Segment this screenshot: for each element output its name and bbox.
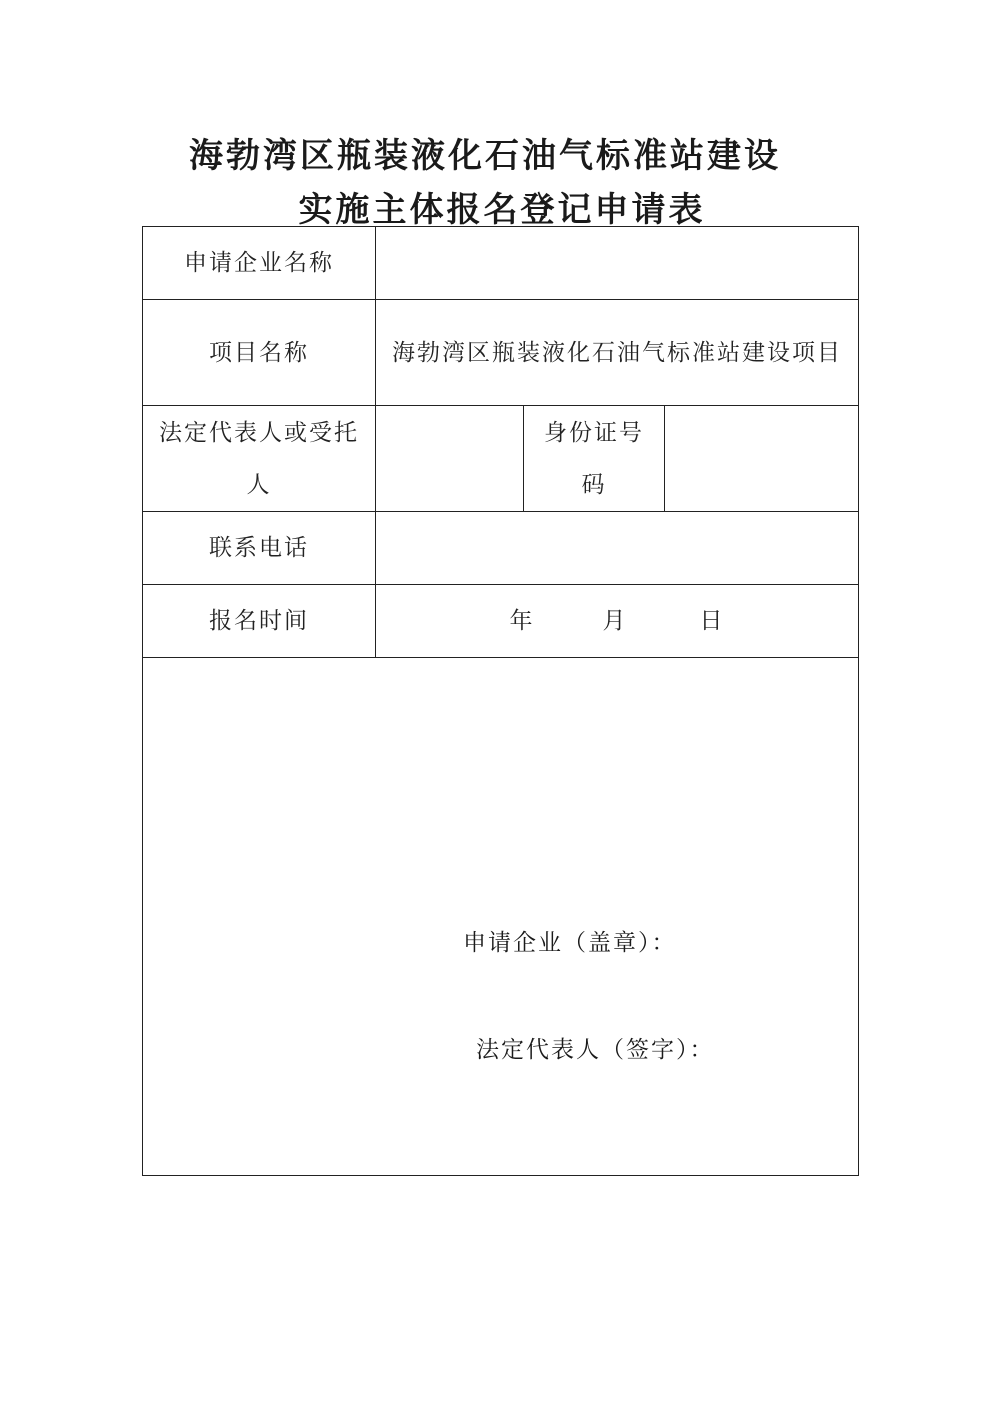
- document-title-line1: 海勃湾区瓶装液化石油气标准站建设: [189, 136, 781, 176]
- row-legal-rep: [143, 406, 859, 512]
- signature-area: [143, 658, 859, 1176]
- registration-form-table: [142, 226, 859, 1176]
- date-year-unit: 年: [509, 608, 535, 634]
- registration-time-label: 报名时间: [143, 585, 376, 658]
- row-project-name: [143, 300, 859, 406]
- row-phone: [143, 512, 859, 585]
- legal-rep-label: 法定代表人或受托人: [143, 406, 376, 512]
- id-number-field[interactable]: [665, 406, 859, 512]
- registration-date-field[interactable]: [376, 585, 859, 658]
- phone-label: 联系电话: [143, 512, 376, 585]
- company-name-label: 申请企业名称: [143, 227, 376, 300]
- legal-rep-signature-label: 法定代表人（签字）：: [476, 1037, 715, 1063]
- legal-rep-field[interactable]: [376, 406, 524, 512]
- company-seal-label: 申请企业（盖章）：: [463, 930, 677, 956]
- phone-field[interactable]: [376, 512, 859, 585]
- row-signature-area: [143, 658, 859, 1176]
- document-title-line2: 实施主体报名登记申请表: [298, 190, 706, 230]
- row-company-name: [143, 227, 859, 300]
- project-name-label: 项目名称: [143, 300, 376, 406]
- date-month-unit: 月: [602, 608, 628, 634]
- project-name-value: 海勃湾区瓶装液化石油气标准站建设项目: [376, 300, 859, 406]
- id-number-label: 身份证号码: [524, 406, 665, 512]
- date-day-unit: 日: [699, 608, 725, 634]
- company-name-field[interactable]: [376, 227, 859, 300]
- row-registration-time: [143, 585, 859, 658]
